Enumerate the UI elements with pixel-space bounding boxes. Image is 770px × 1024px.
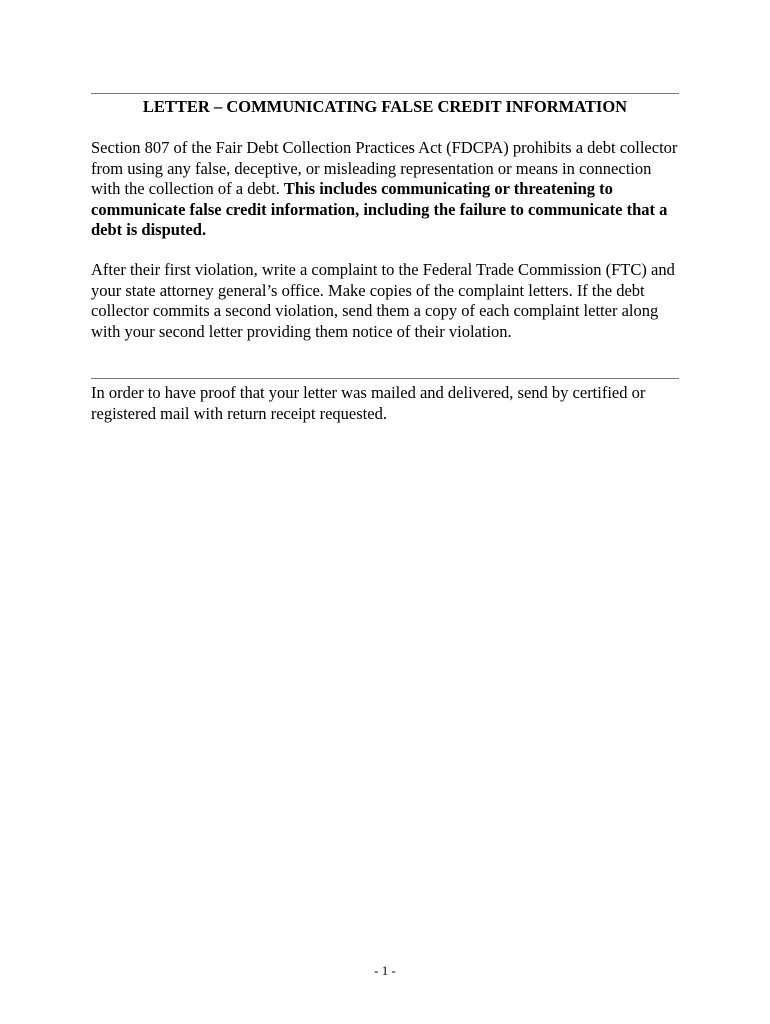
intro-paragraph-bold-text: This includes communicating or threatening to communicate false credit information, including the failure to communicate that a debt is disputed. (91, 179, 668, 239)
document-title: LETTER – COMMUNICATING FALSE CREDIT INFORMATION (142, 97, 628, 116)
top-divider (91, 93, 679, 94)
mailing-note-paragraph: In order to have proof that your letter was mailed and delivered, send by certified or registered mail with return receipt requested. (91, 383, 646, 423)
middle-divider (91, 378, 679, 379)
instructions-paragraph: After their first violation, write a complaint to the Federal Trade Commission (FTC) and your state attorney general’s office. Make copies of the complaint letters. If the debt collector commits a second violation, send them a copy of each complaint letter along with your second letter providing them notice of their violation. (91, 260, 675, 341)
intro-paragraph-text: Section 807 of the Fair Debt Collection Practices Act (FDCPA) prohibits a debt collector from using any false, deceptive, or misleading representation or means in connection with the collection of a debt. (91, 138, 678, 198)
page-number: - 1 - (374, 963, 396, 978)
intro-paragraph (91, 138, 681, 241)
